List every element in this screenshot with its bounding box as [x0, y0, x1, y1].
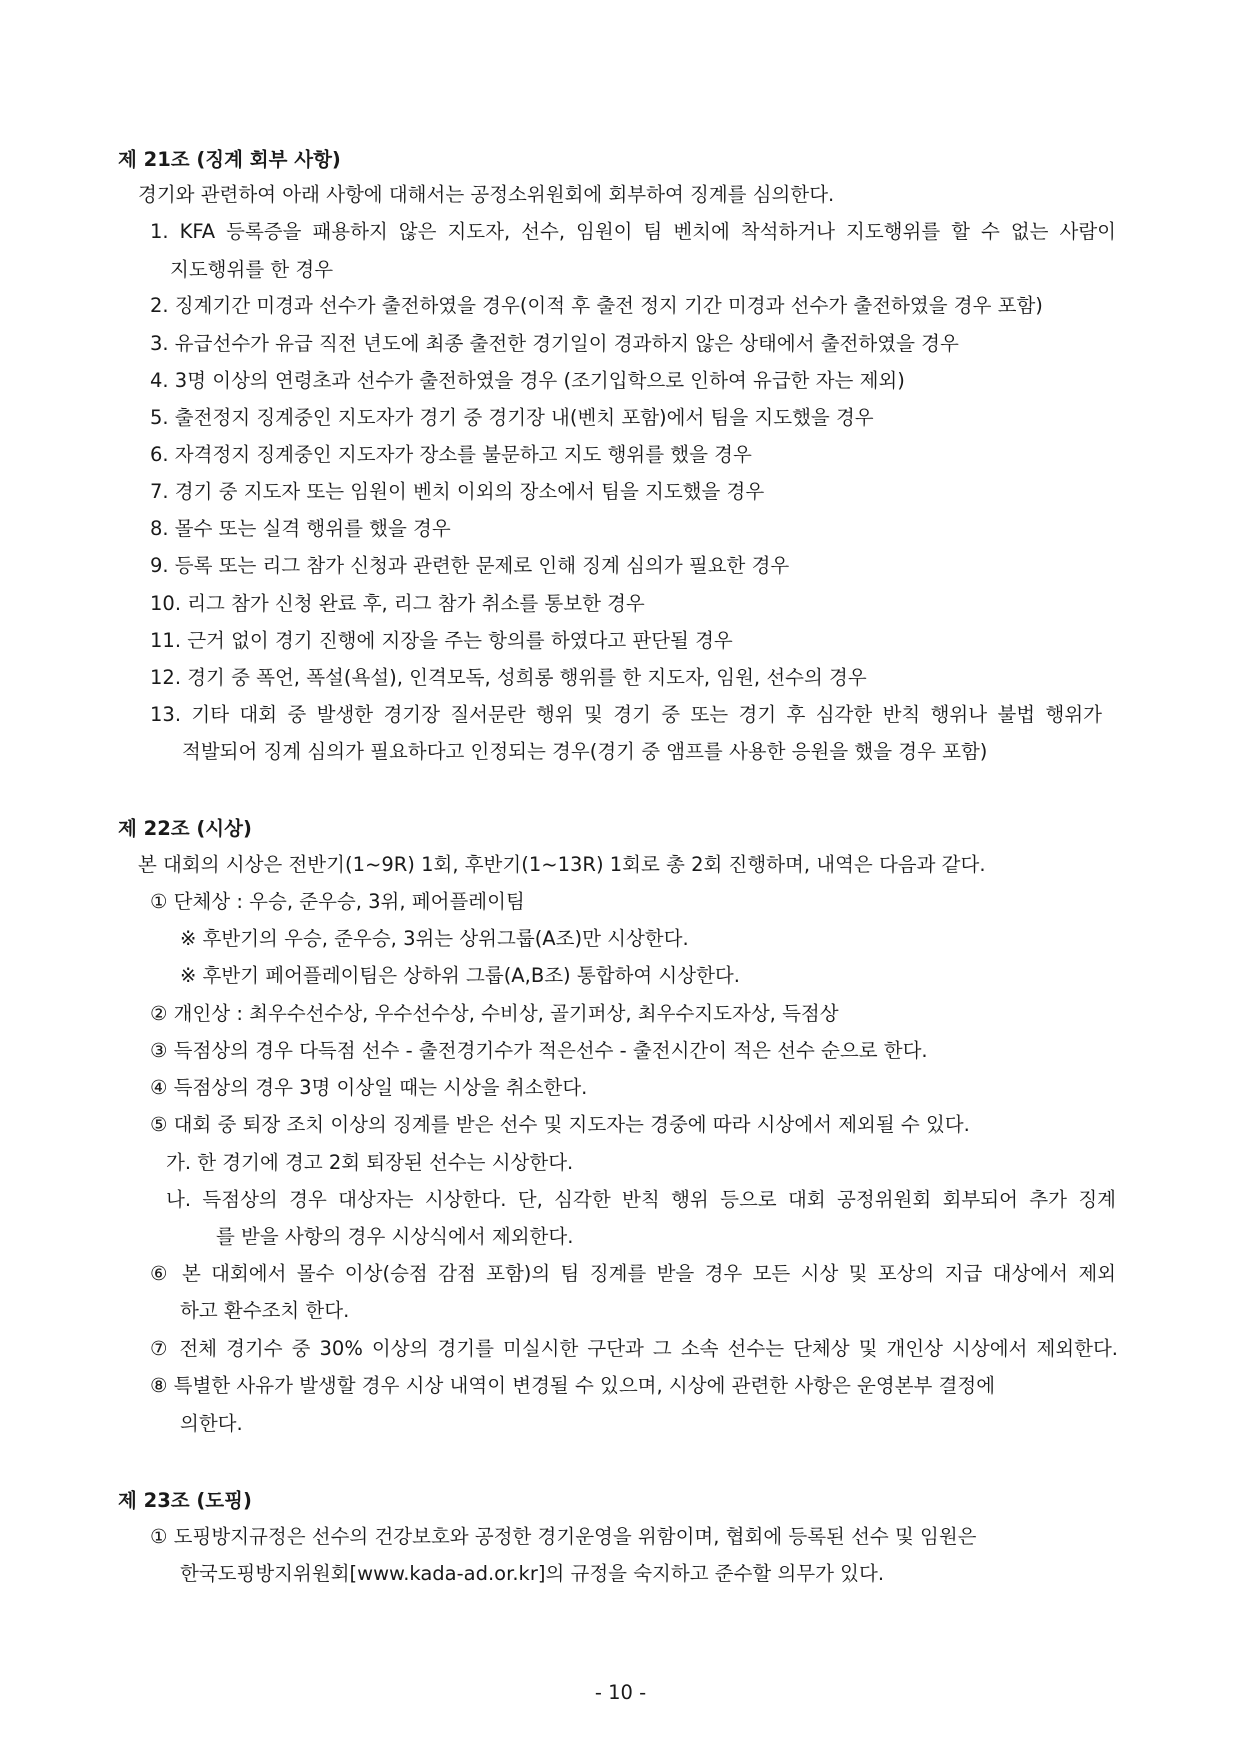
article-22-item: ④ 득점상의 경우 3명 이상일 때는 시상을 취소한다. [150, 1076, 588, 1099]
article-22-subitem: 가. 한 경기에 경고 2회 퇴장된 선수는 시상한다. [166, 1151, 574, 1174]
article-22-note: ※ 후반기의 우승, 준우승, 3위는 상위그룹(A조)만 시상한다. [180, 927, 689, 950]
article-21-item: 4. 3명 이상의 연령초과 선수가 출전하였을 경우 (조기입학으로 인하여 유급한 자는 제외) [150, 369, 905, 392]
article-22-intro: 본 대회의 시상은 전반기(1~9R) 1회, 후반기(1~13R) 1회로 총 2회 진행하며, 내역은 다음과 같다. [138, 853, 986, 876]
article-22-item: 하고 환수조치 한다. [180, 1299, 350, 1322]
article-21-title: 제 21조 (징계 회부 사항) [118, 148, 341, 171]
article-21-item: 11. 근거 없이 경기 진행에 지장을 주는 항의를 하였다고 판단될 경우 [150, 629, 733, 652]
article-21-item: 1. KFA 등록증을 패용하지 않은 지도자, 선수, 임원이 팀 벤치에 착석하거나 지도행위를 할 수 없는 사람이 [150, 220, 1116, 243]
article-21-intro: 경기와 관련하여 아래 사항에 대해서는 공정소위원회에 회부하여 징계를 심의한다. [138, 183, 835, 206]
article-22-item: ⑥ 본 대회에서 몰수 이상(승점 감점 포함)의 팀 징계를 받을 경우 모든 시상 및 포상의 지급 대상에서 제외 [150, 1262, 1116, 1285]
article-21-item: 5. 출전정지 징계중인 지도자가 경기 중 경기장 내(벤치 포함)에서 팀을 지도했을 경우 [150, 406, 874, 429]
article-21-item: 7. 경기 중 지도자 또는 임원이 벤치 이외의 장소에서 팀을 지도했을 경우 [150, 480, 765, 503]
article-22-item: ⑦ 전체 경기수 중 30% 이상의 경기를 미실시한 구단과 그 소속 선수는 단체상 및 개인상 시상에서 제외한다. [150, 1337, 1118, 1360]
article-21-item: 8. 몰수 또는 실격 행위를 했을 경우 [150, 517, 451, 540]
article-21-item: 9. 등록 또는 리그 참가 신청과 관련한 문제로 인해 징계 심의가 필요한 경우 [150, 554, 790, 577]
article-22-subitem: 나. 득점상의 경우 대상자는 시상한다. 단, 심각한 반칙 행위 등으로 대회 공정위원회 회부되어 추가 징계 [166, 1188, 1116, 1211]
article-22-note: ※ 후반기 페어플레이팀은 상하위 그룹(A,B조) 통합하여 시상한다. [180, 964, 740, 987]
article-22-item: 의한다. [180, 1412, 243, 1435]
article-21-item: 13. 기타 대회 중 발생한 경기장 질서문란 행위 및 경기 중 또는 경기 후 심각한 반칙 행위나 불법 행위가 [150, 703, 1102, 726]
article-21-item: 6. 자격정지 징계중인 지도자가 장소를 불문하고 지도 행위를 했을 경우 [150, 443, 752, 466]
article-21-item: 지도행위를 한 경우 [170, 258, 334, 281]
article-23-title: 제 23조 (도핑) [118, 1489, 252, 1512]
article-21-item: 3. 유급선수가 유급 직전 년도에 최종 출전한 경기일이 경과하지 않은 상태에서 출전하였을 경우 [150, 332, 959, 355]
article-22-item: ① 단체상 : 우승, 준우승, 3위, 페어플레이팀 [150, 890, 525, 913]
article-22-title: 제 22조 (시상) [118, 817, 252, 840]
page-number: - 10 - [594, 1681, 647, 1704]
article-21-item: 12. 경기 중 폭언, 폭설(욕설), 인격모독, 성희롱 행위를 한 지도자, 임원, 선수의 경우 [150, 666, 867, 689]
article-22-subitem: 를 받을 사항의 경우 시상식에서 제외한다. [216, 1225, 574, 1248]
article-22-item: ⑧ 특별한 사유가 발생할 경우 시상 내역이 변경될 수 있으며, 시상에 관련한 사항은 운영본부 결정에 [150, 1374, 996, 1397]
article-22-item: ③ 득점상의 경우 다득점 선수 - 출전경기수가 적은선수 - 출전시간이 적은 선수 순으로 한다. [150, 1039, 928, 1062]
article-23-item: 한국도핑방지위원회[www.kada-ad.or.kr]의 규정을 숙지하고 준수할 의무가 있다. [180, 1562, 885, 1585]
article-22-item: ② 개인상 : 최우수선수상, 우수선수상, 수비상, 골기퍼상, 최우수지도자상, 득점상 [150, 1002, 839, 1025]
article-21-item: 10. 리그 참가 신청 완료 후, 리그 참가 취소를 통보한 경우 [150, 592, 645, 615]
article-21-item: 2. 징계기간 미경과 선수가 출전하였을 경우(이적 후 출전 정지 기간 미경과 선수가 출전하였을 경우 포함) [150, 294, 1043, 317]
article-23-item: ① 도핑방지규정은 선수의 건강보호와 공정한 경기운영을 위함이며, 협회에 등록된 선수 및 임원은 [150, 1525, 977, 1548]
article-22-item: ⑤ 대회 중 퇴장 조치 이상의 징계를 받은 선수 및 지도자는 경중에 따라 시상에서 제외될 수 있다. [150, 1113, 970, 1136]
article-21-item: 적발되어 징계 심의가 필요하다고 인정되는 경우(경기 중 앰프를 사용한 응원을 했을 경우 포함) [182, 740, 988, 763]
